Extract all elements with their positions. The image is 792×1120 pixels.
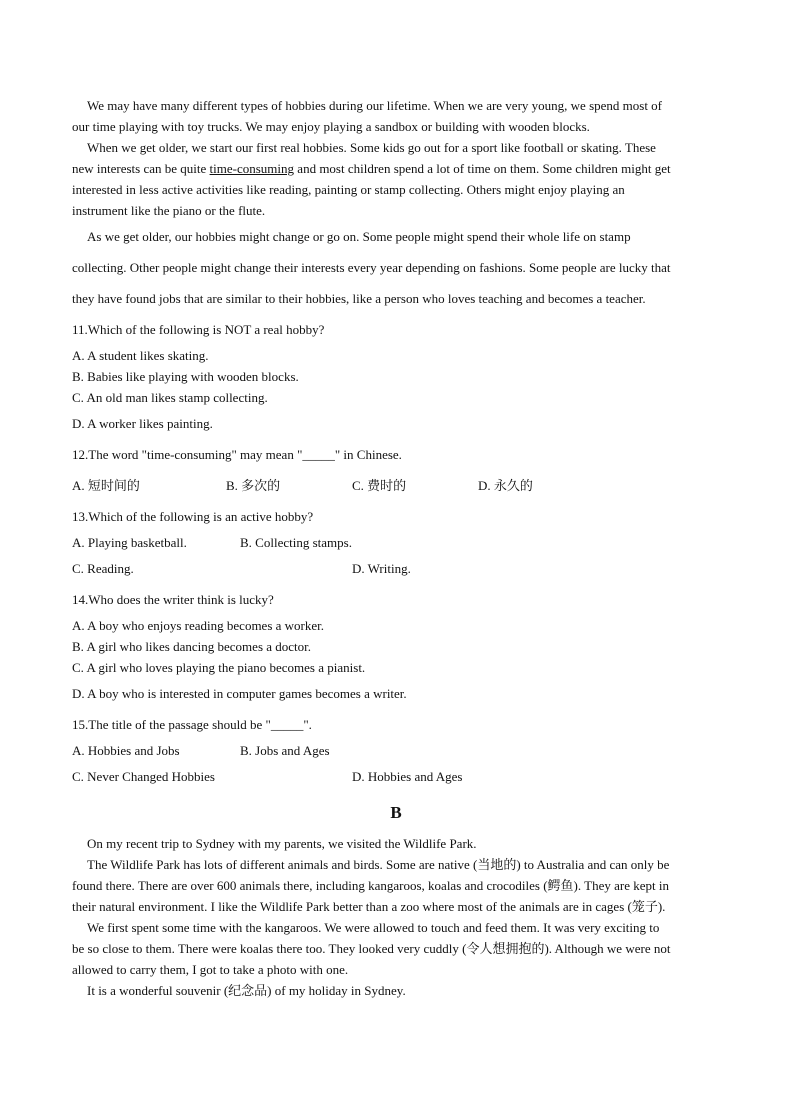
time-consuming-underlined: time-consuming bbox=[209, 161, 295, 176]
passage-a-p2-line1: When we get older, we start our first real hobbies. Some kids go out for a sport like football or skating. These bbox=[87, 140, 656, 155]
section-b-line2: The Wildlife Park has lots of different animals and birds. Some are native (当地的) to Australia and can only be bbox=[87, 857, 670, 872]
p2-line2-post: and most children spend a lot of time on them. Some children might get bbox=[294, 161, 671, 176]
passage-a-p2-line4: instrument like the piano or the flute. bbox=[72, 203, 266, 218]
q12-option-a: A. 短时间的 bbox=[72, 478, 140, 493]
q12-option-c: C. 费时的 bbox=[352, 478, 407, 493]
q15-option-a: A. Hobbies and Jobs bbox=[72, 743, 180, 758]
p2-line2-pre: new interests can be quite bbox=[72, 161, 210, 176]
passage-a-p3-line2: collecting. Other people might change their interests every year depending on fashions. Some people are lucky that bbox=[72, 260, 671, 275]
passage-a-p2-line2 bbox=[72, 161, 671, 177]
section-b-heading: B bbox=[390, 803, 402, 822]
q15-option-b: B. Jobs and Ages bbox=[240, 743, 330, 758]
q14-option-c: C. A girl who loves playing the piano becomes a pianist. bbox=[72, 660, 366, 675]
section-b-line7: allowed to carry them, I got to take a photo with one. bbox=[72, 962, 349, 977]
q11-stem: 11.Which of the following is NOT a real hobby? bbox=[72, 322, 325, 337]
q13-option-a: A. Playing basketball. bbox=[72, 535, 187, 550]
section-b-line6: be so close to them. There were koalas there too. They looked very cuddly (令人想拥抱的). Although we were not bbox=[72, 941, 671, 956]
q15-option-d: D. Hobbies and Ages bbox=[352, 769, 463, 784]
q11-option-c: C. An old man likes stamp collecting. bbox=[72, 390, 268, 405]
q12-option-d: D. 永久的 bbox=[478, 478, 533, 493]
section-b-line1: On my recent trip to Sydney with my parents, we visited the Wildlife Park. bbox=[87, 836, 477, 851]
q14-option-d: D. A boy who is interested in computer games becomes a writer. bbox=[72, 686, 407, 701]
q14-stem: 14.Who does the writer think is lucky? bbox=[72, 592, 274, 607]
passage-a-p1-line2: our time playing with toy trucks. We may enjoy playing a sandbox or building with wooden blocks. bbox=[72, 119, 590, 134]
section-b-line3: found there. There are over 600 animals there, including kangaroos, koalas and crocodiles (鳄鱼). They are kept in bbox=[72, 878, 669, 893]
section-b-line8: It is a wonderful souvenir (纪念品) of my holiday in Sydney. bbox=[87, 983, 406, 998]
q13-option-d: D. Writing. bbox=[352, 561, 411, 576]
section-b-line5: We first spent some time with the kangaroos. We were allowed to touch and feed them. It was very exciting to bbox=[87, 920, 660, 935]
q14-option-a: A. A boy who enjoys reading becomes a worker. bbox=[72, 618, 325, 633]
q15-option-c: C. Never Changed Hobbies bbox=[72, 769, 215, 784]
passage-a-p3-line3: they have found jobs that are similar to their hobbies, like a person who loves teaching and becomes a teacher. bbox=[72, 291, 646, 306]
q11-option-a: A. A student likes skating. bbox=[72, 348, 209, 363]
passage-a-p1-line1: We may have many different types of hobbies during our lifetime. When we are very young, we spend most of bbox=[87, 98, 663, 113]
q13-option-b: B. Collecting stamps. bbox=[240, 535, 352, 550]
q13-stem: 13.Which of the following is an active hobby? bbox=[72, 509, 314, 524]
q12-option-b: B. 多次的 bbox=[226, 478, 281, 493]
q14-option-b: B. A girl who likes dancing becomes a doctor. bbox=[72, 639, 312, 654]
passage-a-p3-line1: As we get older, our hobbies might change or go on. Some people might spend their whole life on stamp bbox=[87, 229, 631, 244]
section-b-line4: their natural environment. I like the Wildlife Park better than a zoo where most of the animals are in cages (笼子). bbox=[72, 899, 666, 914]
q11-option-b: B. Babies like playing with wooden blocks. bbox=[72, 369, 299, 384]
q15-stem: 15.The title of the passage should be "_____". bbox=[72, 717, 312, 732]
q11-option-d: D. A worker likes painting. bbox=[72, 416, 213, 431]
q12-stem: 12.The word "time-consuming" may mean "_____" in Chinese. bbox=[72, 447, 402, 462]
q13-option-c: C. Reading. bbox=[72, 561, 134, 576]
passage-a-p2-line3: interested in less active activities like reading, painting or stamp collecting. Others might enjoy playing an bbox=[72, 182, 625, 197]
